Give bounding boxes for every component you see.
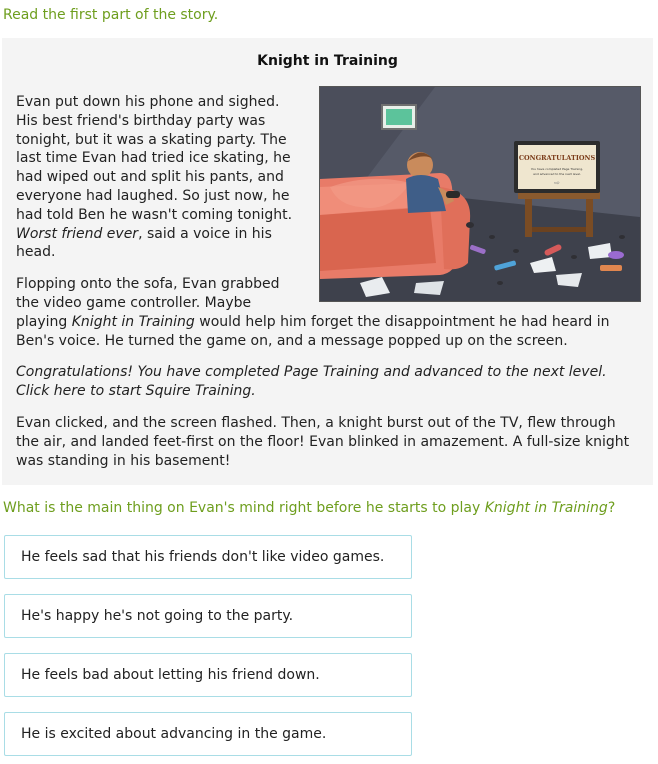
answer-choice-4[interactable]: He is excited about advancing in the game. [4, 712, 412, 756]
question-text: What is the main thing on Evan's mind right before he starts to play Knight in Training? [3, 500, 616, 516]
tv-line-2: and advanced to the next level. [533, 172, 581, 176]
story-title: Knight in Training [257, 53, 398, 69]
tv-heading-text: CONGRATULATIONS [518, 154, 596, 162]
answer-choice-1[interactable]: He feels sad that his friends don't like video games. [4, 535, 412, 579]
answer-choice-2[interactable]: He's happy he's not going to the party. [4, 594, 412, 638]
story-illustration [319, 86, 641, 302]
story-paragraph-3: Congratulations! You have completed Page Training and advanced to the next level. Click here to start Squire Training. [16, 364, 607, 400]
tv-line-1: You have completed Page Training, [530, 167, 584, 171]
story-panel [2, 38, 653, 485]
story-body [16, 93, 641, 483]
tv-arrow-icon: ⇨ [554, 179, 560, 187]
story-paragraph-1: Evan put down his phone and sighed. His best friend's birthday party was tonight, but it was a skating party. The last time Evan had tried ice skating, he had wiped out and split his pants, and everyone had laughed. So just now, he had told Ben he wasn't coming tonight. Worst friend ever, said a voice in his head. [16, 94, 293, 261]
instruction-text: Read the first part of the story. [3, 7, 219, 23]
story-paragraph-2: Flopping onto the sofa, Evan grabbed the video game controller. Maybe playing Knight in Training would help him forget the disappointment he had heard in Ben's voice. He turned the game on, and a message popped up on the screen. [16, 276, 610, 349]
answer-choice-3[interactable]: He feels bad about letting his friend down. [4, 653, 412, 697]
story-paragraph-4: Evan clicked, and the screen flashed. Then, a knight burst out of the TV, flew through the air, and landed feet-first on the floor! Evan blinked in amazement. A full-size knight was standing in his basement! [16, 414, 630, 469]
